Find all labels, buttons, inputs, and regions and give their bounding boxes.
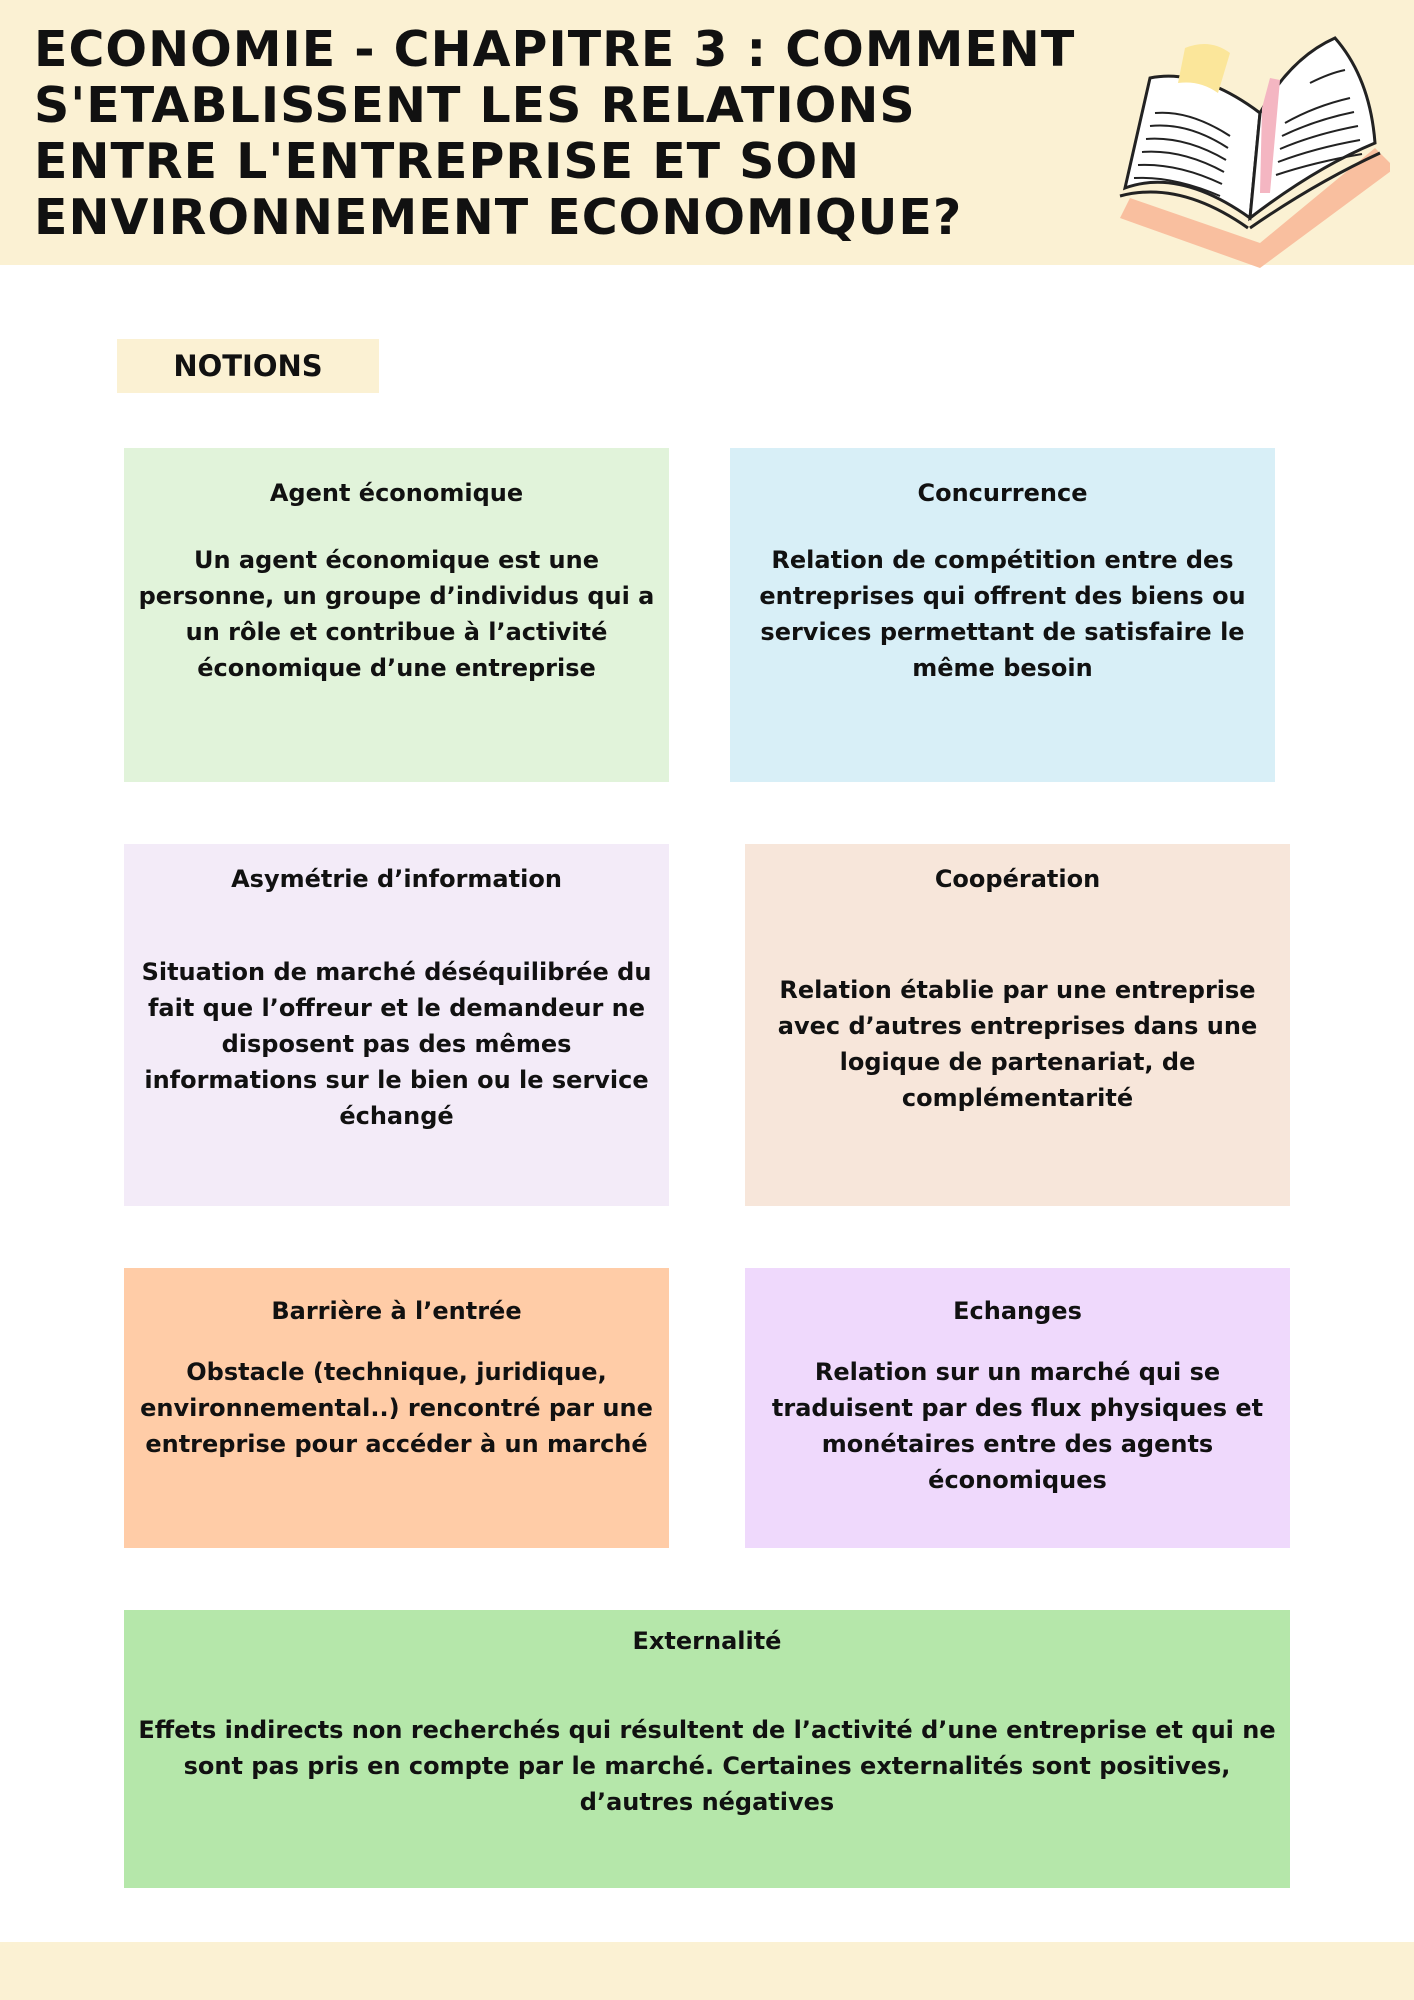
open-book-icon xyxy=(1110,18,1390,268)
card-title: Echanges xyxy=(953,1297,1082,1325)
card-body: Relation sur un marché qui se traduisent par des flux physiques et monétaires entre des agents économiques xyxy=(771,1358,1264,1494)
card-title: Coopération xyxy=(934,865,1101,893)
card-body: Obstacle (technique, juridique, environnemental..) rencontré par une entreprise pour accéder à un marché xyxy=(140,1358,653,1458)
footer-band xyxy=(0,1942,1414,2000)
section-label-notions: NOTIONS xyxy=(117,339,379,393)
card-title: Agent économique xyxy=(269,479,524,507)
notion-card-barriere-entree xyxy=(124,1268,669,1548)
card-title: Concurrence xyxy=(917,479,1088,507)
card-title: Externalité xyxy=(632,1627,782,1655)
card-title: Barrière à l’entrée xyxy=(271,1297,522,1325)
card-body: Relation établie par une entreprise avec d’autres entreprises dans une logique de partenariat, de complémentarité xyxy=(777,976,1258,1112)
card-body: Situation de marché déséquilibrée du fait que l’offreur et le demandeur ne disposent pas des mêmes informations sur le bien ou le service échangé xyxy=(141,958,652,1130)
notion-card-cooperation xyxy=(745,844,1290,1206)
card-body: Un agent économique est une personne, un groupe d’individus qui a un rôle et contribue à l’activité économique d’une entreprise xyxy=(138,546,655,682)
notion-card-asymetrie-information xyxy=(124,844,669,1206)
card-body: Relation de compétition entre des entreprises qui offrent des biens ou services permettant de satisfaire le même besoin xyxy=(759,546,1246,682)
notion-card-concurrence xyxy=(730,448,1275,782)
notion-card-externalite xyxy=(124,1610,1290,1888)
notion-card-agent-economique xyxy=(124,448,669,782)
page-title: ECONOMIE - CHAPITRE 3 : COMMENT S'ETABLISSENT LES RELATIONS ENTRE L'ENTREPRISE ET SON ENVIRONNEMENT ECONOMIQUE? xyxy=(34,21,1076,246)
header-band xyxy=(0,0,1414,265)
card-body: Effets indirects non recherchés qui résultent de l’activité d’une entreprise et qui ne sont pas pris en compte par le marché. Certaines externalités sont positives, d’autres négatives xyxy=(138,1716,1276,1816)
notion-card-echanges xyxy=(745,1268,1290,1548)
card-title: Asymétrie d’information xyxy=(231,865,562,893)
